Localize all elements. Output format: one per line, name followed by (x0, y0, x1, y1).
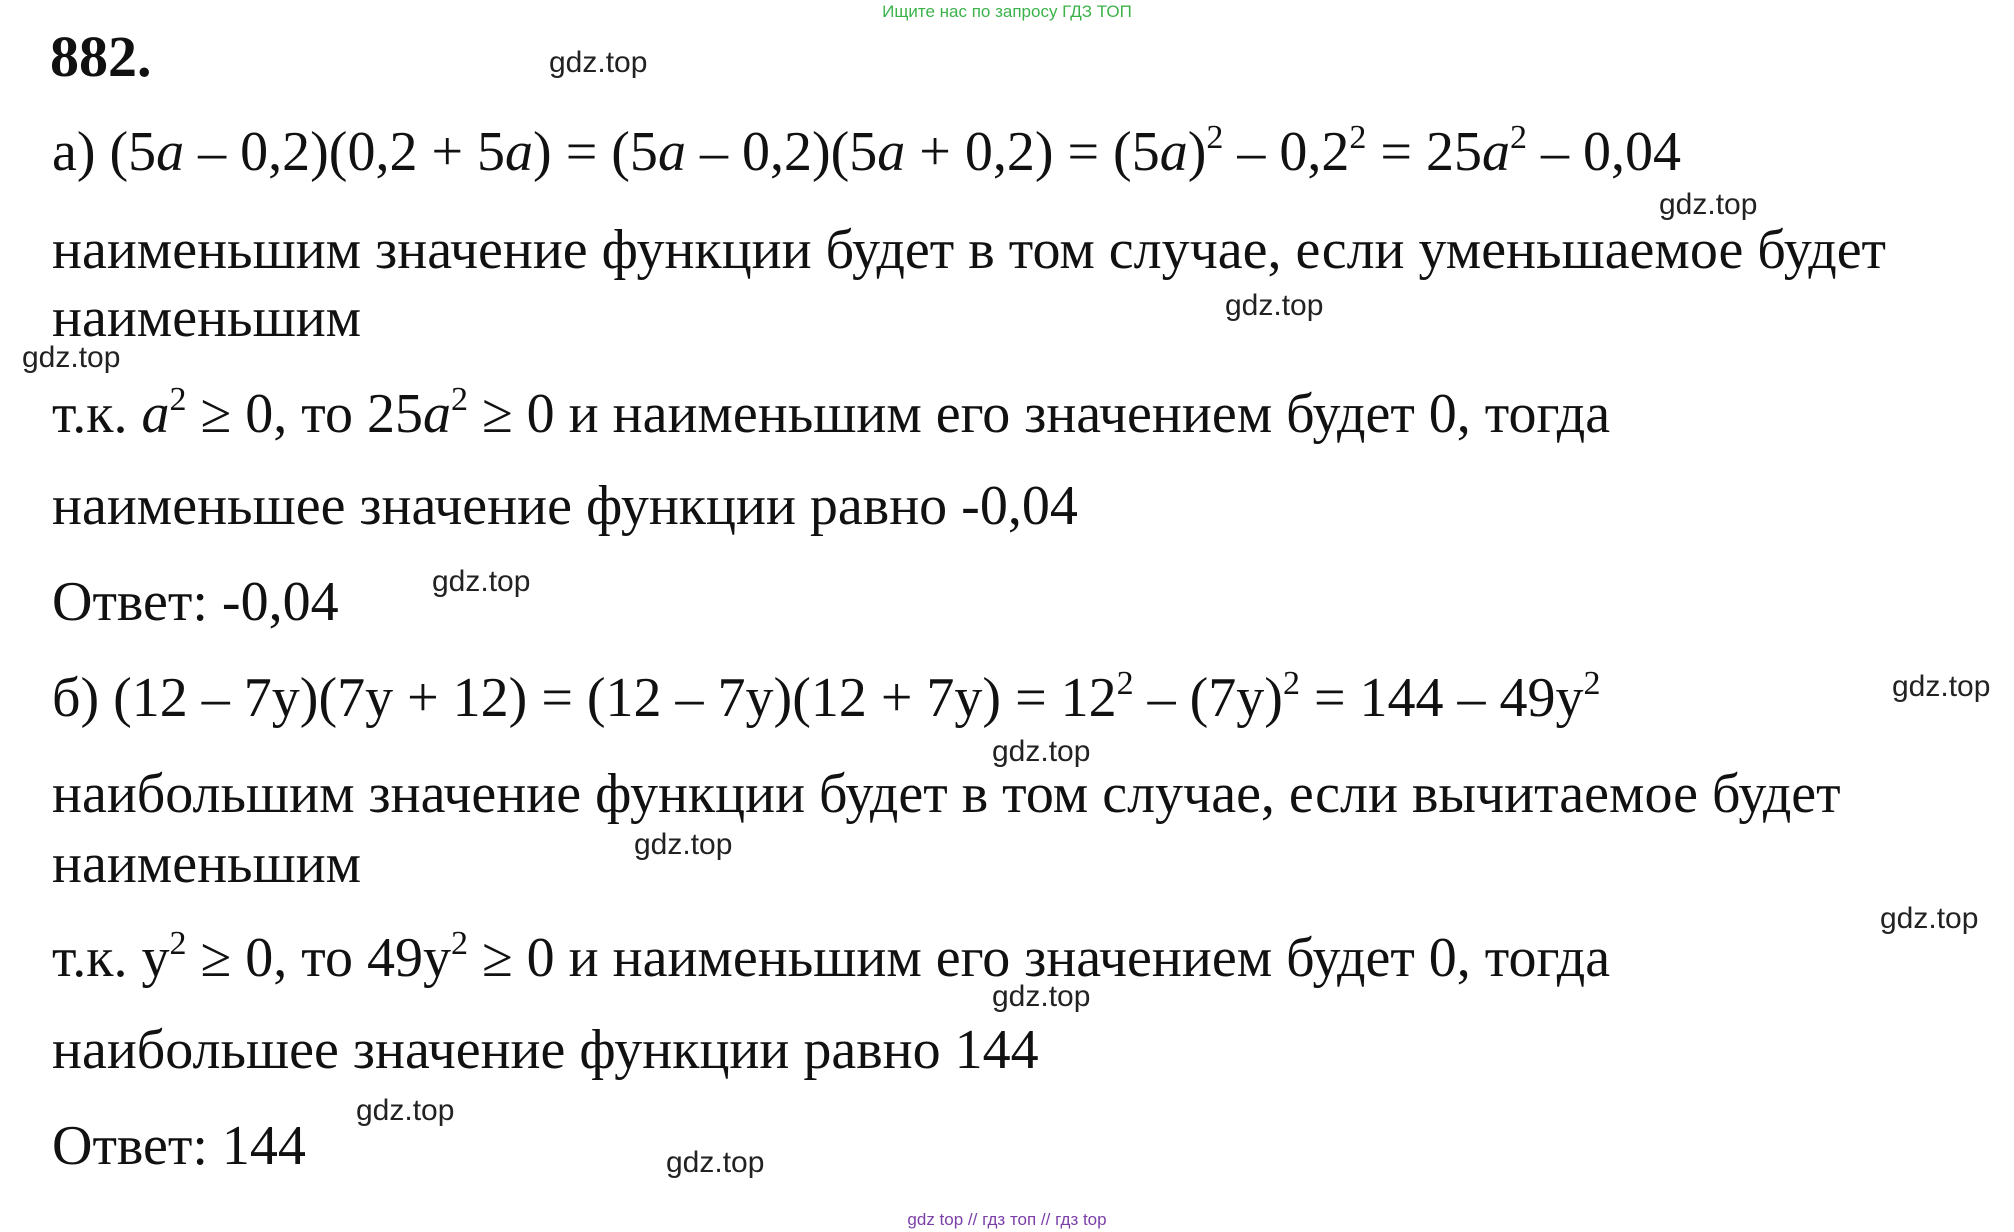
watermark: gdz.top (992, 735, 1091, 768)
problem-number: 882. (50, 24, 152, 89)
part-b-conclusion: наибольшее значение функции равно 144 (52, 1019, 1039, 1081)
watermark: gdz.top (1659, 188, 1758, 221)
bottom-banner: gdz top // гдз топ // гдз top (907, 1210, 1107, 1229)
watermark: gdz.top (1880, 902, 1979, 935)
part-b-reason: т.к. $y^2 \ge 0$, то $49y^2 \ge 0$ и наименьшим его значением будет 0, тогда (52, 925, 1611, 989)
watermark: gdz.top (432, 565, 531, 598)
part-a-reason: т.к. $a^2 \ge 0$, то $25a^2 \ge 0$ и наименьшим его значением будет 0, тогда (52, 381, 1611, 445)
watermark: gdz.top (634, 828, 733, 861)
watermark: gdz.top (666, 1146, 765, 1179)
part-b-explanation-line-2: наименьшим (52, 833, 362, 895)
part-b-answer: Ответ: 144 (52, 1115, 306, 1177)
part-a-equation: а) $(5a - 0,2)(0,2 + 5a) = (5a - 0,2)(5a + 0,2) = (5a)^2 - 0,2^2 = 25a^2 - 0,04$ (52, 119, 1681, 183)
part-b-explanation-line-1: наибольшим значение функции будет в том случае, если вычитаемое будет (52, 763, 1841, 825)
top-banner: Ищите нас по запросу ГДЗ ТОП (882, 2, 1132, 21)
watermark: gdz.top (22, 341, 121, 374)
watermark: gdz.top (549, 46, 648, 79)
part-a-explanation-line-1: наименьшим значение функции будет в том случае, если уменьшаемое будет (52, 219, 1887, 281)
watermark: gdz.top (1225, 289, 1324, 322)
part-b-equation: б) $(12 - 7y)(7y + 12) = (12 - 7y)(12 + 7y) = 12^2 - (7y)^2 = 144 - 49y^2$ (52, 665, 1601, 729)
watermark: gdz.top (992, 980, 1091, 1013)
watermark: gdz.top (356, 1094, 455, 1127)
watermark: gdz.top (1892, 670, 1991, 703)
part-a-explanation-line-2: наименьшим (52, 287, 362, 349)
part-a-conclusion: наименьшее значение функции равно -0,04 (52, 475, 1078, 537)
part-a-answer: Ответ: -0,04 (52, 571, 339, 633)
